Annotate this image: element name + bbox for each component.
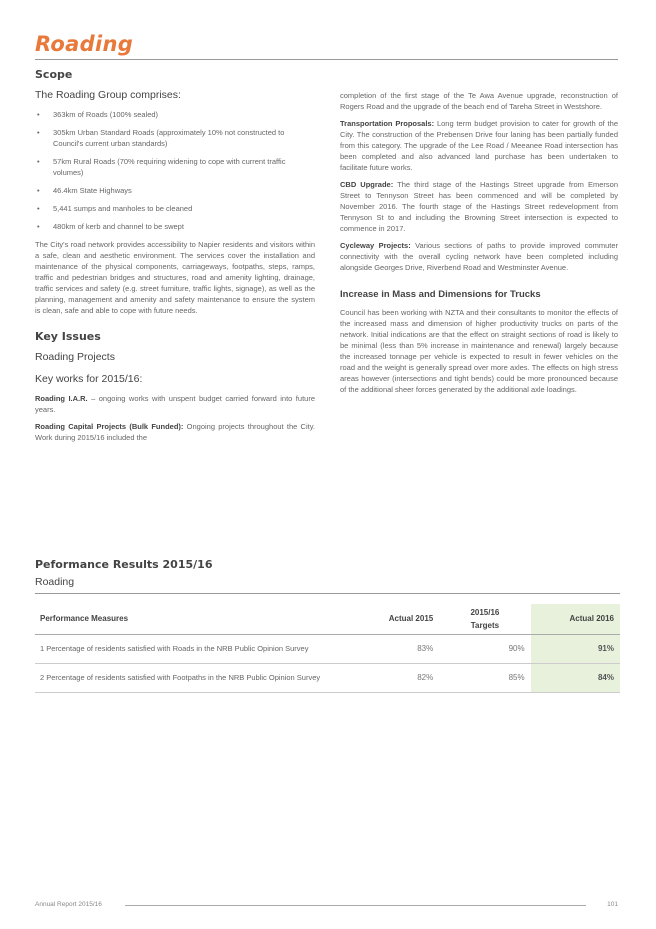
bullet-icon: • <box>37 204 40 213</box>
targets-label: Targets <box>470 620 500 630</box>
key-works-heading: Key works for 2015/16: <box>35 373 143 385</box>
bullet-icon: • <box>37 157 40 166</box>
footer-report-title: Annual Report 2015/16 <box>35 901 102 908</box>
performance-subheading: Roading <box>35 576 75 588</box>
capital-projects-text: Ongoing projects throughout the City. Work during 2015/16 included the <box>35 422 315 442</box>
footer-divider <box>125 905 586 906</box>
list-item <box>35 127 315 149</box>
capital-projects-continuation: completion of the first stage of the Te Awa Avenue upgrade, reconstruction of Rogers Road and the upgrade of the beach end of Tareha Street in Westshore. <box>340 91 618 111</box>
column-header-actual-2015: Actual 2015 <box>350 604 439 634</box>
target-cell: 90% <box>439 634 530 663</box>
targets-year: 2015/16 <box>470 607 500 617</box>
scope-intro: The Roading Group comprises: <box>35 89 181 101</box>
column-header-targets <box>439 604 530 634</box>
actual-2016-cell: 91% <box>531 634 620 663</box>
performance-divider <box>35 593 620 594</box>
performance-heading: Peformance Results 2015/16 <box>35 558 213 571</box>
performance-table <box>35 604 620 693</box>
cycleway-text: Various sections of paths to provide improved commuter connectivity with the overall cycling network have been completed including alongside Georges Drive, Riverbend Road and Westminster Avenue. <box>340 241 618 272</box>
left-column <box>35 68 315 449</box>
bullet-text: 5,441 sumps and manholes to be cleaned <box>53 204 193 213</box>
cbd-paragraph <box>340 179 618 234</box>
table-row <box>35 634 620 663</box>
actual-2015-cell: 82% <box>350 663 439 692</box>
bullet-text: 57km Rural Roads (70% requiring widening to cope with current traffic volumes) <box>53 157 286 177</box>
transportation-text: Long term budget provision to cater for growth of the City. The construction of the Prebensen Drive four laning has been partially funded from this category. The upgrade of the Lee Road / Meeanee Road intersection has been completed and also advanced land purchase has been undertaken to facilitate future works. <box>340 119 618 172</box>
table-row <box>35 663 620 692</box>
trucks-heading: Increase in Mass and Dimensions for Trucks <box>340 289 541 300</box>
key-issues-heading: Key Issues <box>35 330 101 343</box>
actual-2015-cell: 83% <box>350 634 439 663</box>
list-item <box>35 221 315 232</box>
bullet-icon: • <box>37 128 40 137</box>
right-column <box>340 90 618 401</box>
title-divider <box>35 59 618 60</box>
bullet-text: 305km Urban Standard Roads (approximately 10% not constructed to Council's current urban standards) <box>53 128 285 148</box>
roading-projects-subheading: Roading Projects <box>35 351 115 363</box>
cycleway-label: Cycleway Projects: <box>340 241 411 250</box>
column-header-actual-2016: Actual 2016 <box>531 604 620 634</box>
trucks-paragraph: Council has been working with NZTA and their consultants to monitor the effects of the increased mass and dimension of higher productivity trucks on parts of the network. Initial indications are that the effect on straight sections of road is likely to be minimal (less than 5% increase in maintenance and renewal) largely because the increased tonnage per vehicle is expected to result in fewer vehicles on the road and the weight is generally spread over more axles. The effects on high stress areas however (intersections and tight bends) could be more pronounced because of the additional sheer forces generated by the additional axle loadings. <box>340 308 618 394</box>
bullet-text: 480km of kerb and channel to be swept <box>53 222 184 231</box>
performance-section <box>35 558 620 693</box>
cycleway-paragraph <box>340 240 618 273</box>
bullet-text: 46.4km State Highways <box>53 186 132 195</box>
bullet-icon: • <box>37 222 40 231</box>
cbd-text: The third stage of the Hastings Street upgrade from Emerson Street to Tennyson Street has been commenced and will be completed by November 2016. The fourth stage of the Hastings Street redevelopment from Tennyson St to and including the Browning Street intersection is expected to commence in 2017. <box>340 180 618 233</box>
transportation-label: Transportation Proposals: <box>340 119 435 128</box>
bullet-icon: • <box>37 110 40 119</box>
capital-projects-label: Roading Capital Projects (Bulk Funded): <box>35 422 184 431</box>
table-header-row <box>35 604 620 634</box>
bullet-icon: • <box>37 186 40 195</box>
list-item <box>35 203 315 214</box>
measure-cell: 1 Percentage of residents satisfied with Roads in the NRB Public Opinion Survey <box>35 634 350 663</box>
roading-iar-label: Roading I.A.R. <box>35 394 88 403</box>
scope-paragraph: The City's road network provides accessibility to Napier residents and visitors within a safe, clean and aesthetic environment. The services cover the installation and maintenance of the physical components, carriageways, footpaths, steps, ramps, traffic and pedestrian bridges and structures, road and amenity lighting, drainage, traffic services and safety (e.g. street furniture, traffic lights, signage), as well as the planning, management and amenity and safety maintenance to ensure the system is clean, safe and able to cope with future needs. <box>35 240 315 315</box>
column-header-measures: Performance Measures <box>35 604 350 634</box>
list-item <box>35 156 315 178</box>
transportation-paragraph <box>340 118 618 173</box>
capital-projects-paragraph <box>35 421 315 443</box>
page-title: Roading <box>35 32 134 56</box>
list-item <box>35 185 315 196</box>
page-footer <box>35 901 618 911</box>
actual-2016-cell: 84% <box>531 663 620 692</box>
scope-heading: Scope <box>35 68 73 81</box>
roading-iar-text: – ongoing works with unspent budget carried forward into future years. <box>35 394 315 414</box>
target-cell: 85% <box>439 663 530 692</box>
page-number: 101 <box>607 901 618 908</box>
roading-iar-paragraph <box>35 393 315 415</box>
measure-cell: 2 Percentage of residents satisfied with Footpaths in the NRB Public Opinion Survey <box>35 663 350 692</box>
list-item <box>35 109 315 120</box>
bullet-text: 363km of Roads (100% sealed) <box>53 110 159 119</box>
cbd-label: CBD Upgrade: <box>340 180 394 189</box>
scope-bullet-list <box>35 109 315 232</box>
